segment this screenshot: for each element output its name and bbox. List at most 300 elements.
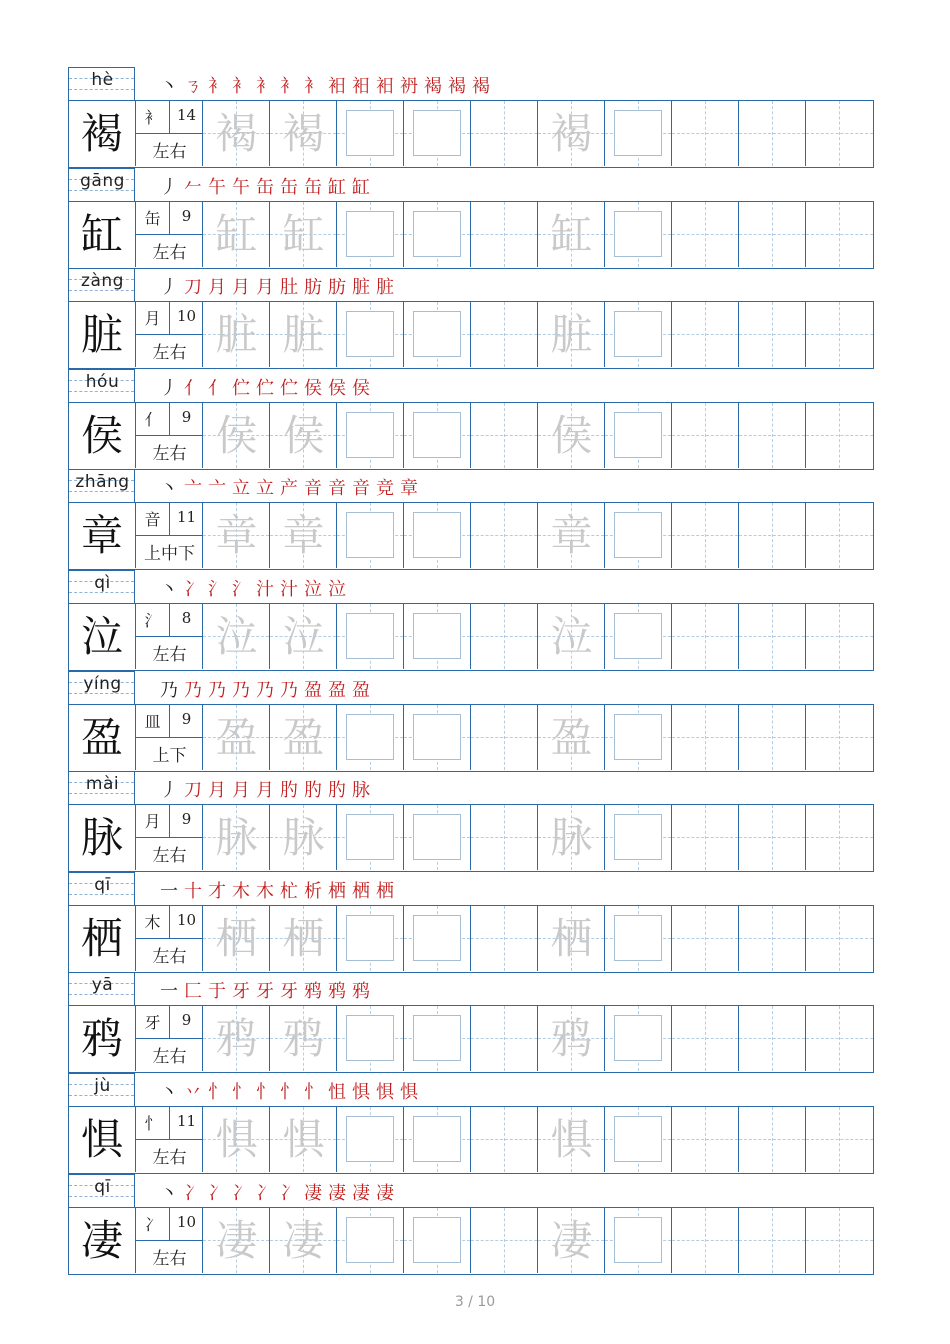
practice-cell[interactable] <box>471 302 538 367</box>
practice-cell[interactable] <box>538 1006 605 1071</box>
practice-cell[interactable] <box>404 604 471 669</box>
practice-cell[interactable] <box>203 805 270 870</box>
radical: 衤 <box>144 108 161 127</box>
grid-guide <box>705 202 706 267</box>
structure: 左右 <box>152 242 187 263</box>
grid-guide <box>504 1107 505 1172</box>
practice-cell[interactable] <box>471 705 538 770</box>
practice-cell[interactable] <box>270 1208 337 1273</box>
trace-character: 泣 <box>550 612 593 661</box>
pinyin: yíng <box>83 673 122 694</box>
stroke-count: 9 <box>181 206 192 225</box>
stroke-step: 鸦 <box>352 981 370 1003</box>
practice-cell[interactable] <box>672 302 739 367</box>
practice-cell[interactable] <box>337 1006 404 1071</box>
practice-cell[interactable] <box>471 1208 538 1273</box>
practice-cell[interactable] <box>806 705 873 770</box>
stroke-step: 肑 <box>304 780 322 802</box>
stroke-step: 伫 <box>280 377 298 399</box>
stroke-order <box>160 72 490 98</box>
main-character: 脉 <box>69 805 136 870</box>
main-character: 缸 <box>69 202 136 267</box>
practice-cell[interactable] <box>471 403 538 468</box>
practice-row <box>68 268 874 369</box>
stroke-step: 产 <box>280 478 298 500</box>
grid-guide <box>772 101 773 166</box>
practice-cell[interactable] <box>471 101 538 166</box>
grid-guide <box>504 1006 505 1071</box>
stroke-step: 肪 <box>304 277 322 299</box>
practice-cell[interactable] <box>538 705 605 770</box>
stroke-step: 脏 <box>376 277 394 299</box>
practice-cell[interactable] <box>404 705 471 770</box>
stroke-step: 冫 <box>208 1182 226 1204</box>
practice-cell[interactable] <box>806 805 873 870</box>
inner-square <box>413 613 461 659</box>
practice-cell[interactable] <box>806 604 873 669</box>
practice-cell[interactable] <box>337 1107 404 1172</box>
writing-grid <box>68 402 874 470</box>
practice-cell[interactable] <box>270 805 337 870</box>
practice-cell[interactable] <box>270 302 337 367</box>
practice-cell[interactable] <box>806 503 873 568</box>
stroke-step: 褐 <box>424 76 442 97</box>
stroke-step: 十 <box>184 880 202 902</box>
inner-square <box>346 512 394 558</box>
stroke-step: 冫 <box>184 1182 202 1204</box>
stroke-step: 丿 <box>160 176 178 198</box>
grid-guide <box>772 202 773 267</box>
inner-square <box>413 714 461 760</box>
stroke-step: 月 <box>232 780 250 802</box>
stroke-step: 凄 <box>328 1182 346 1204</box>
info-divider <box>136 938 202 939</box>
practice-cell[interactable] <box>538 805 605 870</box>
practice-cell[interactable] <box>270 202 337 267</box>
stroke-step: 月 <box>208 780 226 802</box>
stroke-step: 丶 <box>160 579 178 600</box>
practice-cell[interactable] <box>538 302 605 367</box>
radical: 亻 <box>144 409 161 429</box>
practice-cell[interactable] <box>739 403 806 468</box>
pinyin: jù <box>94 1076 111 1096</box>
inner-square <box>614 613 662 659</box>
pinyin: hè <box>91 70 114 90</box>
stroke-step: 肑 <box>280 780 298 802</box>
info-divider <box>136 234 202 235</box>
trace-character: 章 <box>215 511 258 561</box>
practice-cell[interactable] <box>605 1107 672 1172</box>
writing-grid <box>68 905 874 973</box>
trace-character: 缸 <box>282 209 325 259</box>
radical: 音 <box>144 510 161 530</box>
stroke-step: 缶 <box>256 176 274 198</box>
stroke-step: 才 <box>208 880 226 902</box>
stroke-step: 午 <box>232 176 250 198</box>
practice-cell[interactable] <box>471 805 538 870</box>
stroke-order <box>160 977 370 1003</box>
grid-guide <box>705 302 706 367</box>
stroke-step: 乃 <box>184 679 202 701</box>
grid-guide <box>504 604 505 669</box>
practice-cell[interactable] <box>270 503 337 568</box>
practice-cell[interactable] <box>404 302 471 367</box>
practice-cell[interactable] <box>739 202 806 267</box>
stroke-step: 伫 <box>256 377 274 399</box>
stroke-step: 怚 <box>328 1082 346 1103</box>
trace-character: 褐 <box>282 109 325 158</box>
grid-guide <box>705 604 706 669</box>
trace-character: 泣 <box>215 612 258 661</box>
practice-cell[interactable] <box>672 1006 739 1071</box>
practice-cell[interactable] <box>538 604 605 669</box>
practice-cell[interactable] <box>404 1107 471 1172</box>
practice-cell[interactable] <box>538 202 605 267</box>
practice-cell[interactable] <box>806 302 873 367</box>
practice-cell[interactable] <box>672 403 739 468</box>
practice-cell[interactable] <box>605 705 672 770</box>
trace-character: 栖 <box>550 913 593 963</box>
grid-guide <box>705 101 706 166</box>
practice-cell[interactable] <box>739 1107 806 1172</box>
radical: 缶 <box>144 208 161 228</box>
main-character: 侯 <box>69 403 136 468</box>
practice-cell[interactable] <box>806 101 873 166</box>
grid-guide <box>772 705 773 770</box>
practice-cell[interactable] <box>672 1208 739 1273</box>
grid-guide <box>504 101 505 166</box>
inner-square <box>346 1116 394 1162</box>
practice-cell[interactable] <box>605 403 672 468</box>
practice-cell[interactable] <box>404 1006 471 1071</box>
stroke-count: 9 <box>181 407 192 426</box>
stroke-step: 栖 <box>352 880 370 902</box>
practice-cell[interactable] <box>739 503 806 568</box>
inner-square <box>413 211 461 257</box>
stroke-step: 盈 <box>304 679 322 701</box>
practice-cell[interactable] <box>404 403 471 468</box>
practice-cell[interactable] <box>538 1107 605 1172</box>
practice-cell[interactable] <box>404 503 471 568</box>
practice-cell[interactable] <box>605 805 672 870</box>
main-character: 凄 <box>69 1208 136 1273</box>
practice-cell[interactable] <box>203 705 270 770</box>
practice-cell[interactable] <box>739 101 806 166</box>
practice-cell[interactable] <box>672 604 739 669</box>
grid-guide <box>839 202 840 267</box>
inner-square <box>614 1217 662 1263</box>
stroke-step: 衤 <box>208 76 226 97</box>
practice-cell[interactable] <box>739 705 806 770</box>
radical: 木 <box>144 912 161 932</box>
practice-cell[interactable] <box>203 302 270 367</box>
stroke-step: 缶 <box>304 176 322 198</box>
practice-cell[interactable] <box>270 101 337 166</box>
info-divider <box>136 1038 202 1039</box>
inner-square <box>614 1015 662 1061</box>
character-info <box>136 403 203 468</box>
stroke-step: 丿 <box>160 277 178 299</box>
practice-cell[interactable] <box>538 101 605 166</box>
trace-character: 脏 <box>550 310 593 360</box>
practice-cell[interactable] <box>739 1006 806 1071</box>
stroke-step: 鸦 <box>304 981 322 1003</box>
practice-cell[interactable] <box>203 604 270 669</box>
writing-grid <box>68 100 874 168</box>
writing-grid <box>68 502 874 570</box>
pinyin-box <box>68 570 135 603</box>
practice-cell[interactable] <box>203 906 270 971</box>
grid-guide <box>772 1208 773 1273</box>
stroke-step: 凄 <box>376 1182 394 1204</box>
main-character: 惧 <box>69 1107 136 1172</box>
practice-cell[interactable] <box>605 1208 672 1273</box>
trace-character: 章 <box>282 511 325 561</box>
pinyin: gāng <box>80 170 125 191</box>
pinyin: yā <box>91 975 114 996</box>
stroke-step: 氵 <box>232 579 250 600</box>
stroke-step: 匚 <box>184 981 202 1003</box>
grid-guide <box>839 302 840 367</box>
practice-cell[interactable] <box>739 302 806 367</box>
grid-guide <box>705 403 706 468</box>
stroke-step: 泣 <box>304 579 322 600</box>
grid-guide <box>839 1208 840 1273</box>
trace-character: 脏 <box>215 310 258 360</box>
practice-cell[interactable] <box>471 503 538 568</box>
grid-guide <box>772 1006 773 1071</box>
radical: 冫 <box>144 1214 161 1234</box>
trace-character: 盈 <box>215 712 258 762</box>
practice-cell[interactable] <box>270 705 337 770</box>
pinyin-box <box>68 771 135 804</box>
practice-cell[interactable] <box>538 906 605 971</box>
stroke-step: 肚 <box>280 277 298 299</box>
practice-cell[interactable] <box>605 202 672 267</box>
practice-cell[interactable] <box>203 403 270 468</box>
practice-cell[interactable] <box>672 101 739 166</box>
practice-cell[interactable] <box>672 202 739 267</box>
practice-cell[interactable] <box>672 1107 739 1172</box>
practice-cell[interactable] <box>605 906 672 971</box>
practice-cell[interactable] <box>471 906 538 971</box>
writing-grid <box>68 1106 874 1174</box>
structure: 左右 <box>152 443 187 464</box>
writing-grid <box>68 201 874 269</box>
practice-cell[interactable] <box>337 503 404 568</box>
main-character: 脏 <box>69 302 136 367</box>
practice-cell[interactable] <box>270 403 337 468</box>
practice-cell[interactable] <box>538 503 605 568</box>
structure: 左右 <box>152 142 187 162</box>
practice-cell[interactable] <box>806 403 873 468</box>
practice-cell[interactable] <box>806 202 873 267</box>
practice-cell[interactable] <box>337 403 404 468</box>
stroke-step: 冫 <box>232 1182 250 1204</box>
stroke-step: 亠 <box>184 478 202 500</box>
practice-cell[interactable] <box>672 805 739 870</box>
practice-cell[interactable] <box>538 403 605 468</box>
radical: 月 <box>144 812 161 832</box>
grid-guide <box>839 503 840 568</box>
practice-cell[interactable] <box>203 503 270 568</box>
practice-cell[interactable] <box>337 202 404 267</box>
practice-cell[interactable] <box>337 302 404 367</box>
practice-cell[interactable] <box>203 202 270 267</box>
pinyin-box <box>68 671 135 704</box>
practice-cell[interactable] <box>672 705 739 770</box>
practice-row <box>68 872 874 973</box>
stroke-step: 丶 <box>160 1182 178 1204</box>
writing-grid <box>68 804 874 872</box>
page-number: 3 / 10 <box>454 1294 496 1310</box>
stroke-count: 9 <box>181 1011 192 1030</box>
stroke-step: 月 <box>256 277 274 299</box>
stroke-step: 泣 <box>328 579 346 600</box>
pinyin: qì <box>94 573 111 593</box>
info-divider <box>136 737 202 738</box>
practice-cell[interactable] <box>404 805 471 870</box>
writing-grid <box>68 704 874 772</box>
trace-character: 缸 <box>550 209 593 259</box>
practice-cell[interactable] <box>337 101 404 166</box>
stroke-step: 亠 <box>208 478 226 500</box>
stroke-step: 衵 <box>352 76 370 97</box>
practice-cell[interactable] <box>337 604 404 669</box>
practice-cell[interactable] <box>270 604 337 669</box>
stroke-step: 缸 <box>328 176 346 198</box>
practice-cell[interactable] <box>605 604 672 669</box>
grid-guide <box>504 805 505 870</box>
practice-cell[interactable] <box>538 1208 605 1273</box>
grid-guide <box>705 705 706 770</box>
practice-cell[interactable] <box>739 805 806 870</box>
pinyin-box <box>68 872 135 905</box>
inner-square <box>346 311 394 357</box>
practice-cell[interactable] <box>404 1208 471 1273</box>
stroke-order <box>160 1078 418 1104</box>
practice-cell[interactable] <box>672 503 739 568</box>
practice-cell[interactable] <box>404 906 471 971</box>
structure: 左右 <box>152 1148 187 1168</box>
practice-cell[interactable] <box>404 202 471 267</box>
inner-square <box>614 512 662 558</box>
trace-character: 凄 <box>282 1215 325 1265</box>
trace-character: 惧 <box>550 1115 593 1164</box>
practice-cell[interactable] <box>739 906 806 971</box>
practice-row <box>68 570 874 671</box>
stroke-count: 8 <box>181 609 192 627</box>
practice-cell[interactable] <box>605 302 672 367</box>
practice-cell[interactable] <box>806 906 873 971</box>
trace-character: 惧 <box>282 1115 325 1164</box>
grid-guide <box>839 1006 840 1071</box>
practice-cell[interactable] <box>270 1107 337 1172</box>
inner-square <box>346 1217 394 1263</box>
stroke-step: 盈 <box>328 679 346 701</box>
inner-square <box>346 110 394 156</box>
stroke-step: 忄 <box>256 1082 274 1103</box>
practice-cell[interactable] <box>337 805 404 870</box>
practice-cell[interactable] <box>605 1006 672 1071</box>
info-divider <box>136 1139 202 1140</box>
trace-character: 侯 <box>215 410 258 460</box>
practice-cell[interactable] <box>270 906 337 971</box>
stroke-step: 伫 <box>232 377 250 399</box>
main-character: 章 <box>69 503 136 568</box>
practice-cell[interactable] <box>203 1208 270 1273</box>
practice-cell[interactable] <box>605 101 672 166</box>
practice-cell[interactable] <box>203 101 270 166</box>
info-divider <box>136 1240 202 1241</box>
grid-guide <box>772 403 773 468</box>
inner-square <box>614 1116 662 1162</box>
practice-cell[interactable] <box>203 1006 270 1071</box>
practice-cell[interactable] <box>739 604 806 669</box>
stroke-step: 丶 <box>160 76 178 97</box>
stroke-count: 11 <box>176 508 197 527</box>
character-info <box>136 906 203 971</box>
grid-guide <box>504 906 505 971</box>
stroke-step: 忄 <box>280 1082 298 1103</box>
practice-cell[interactable] <box>739 1208 806 1273</box>
inner-square <box>413 1116 461 1162</box>
pinyin-box <box>68 369 135 402</box>
pinyin-box <box>68 168 135 201</box>
practice-cell[interactable] <box>203 1107 270 1172</box>
practice-cell[interactable] <box>471 1107 538 1172</box>
practice-cell[interactable] <box>270 1006 337 1071</box>
inner-square <box>614 915 662 961</box>
practice-cell[interactable] <box>806 1208 873 1273</box>
practice-cell[interactable] <box>471 202 538 267</box>
stroke-step: 刀 <box>184 780 202 802</box>
practice-cell[interactable] <box>337 906 404 971</box>
stroke-step: 午 <box>208 176 226 198</box>
main-character: 褐 <box>69 101 136 166</box>
grid-guide <box>772 503 773 568</box>
stroke-count: 9 <box>181 709 192 728</box>
practice-cell[interactable] <box>404 101 471 166</box>
stroke-step: 衤 <box>232 76 250 97</box>
practice-cell[interactable] <box>337 1208 404 1273</box>
stroke-step: 忄 <box>232 1082 250 1103</box>
character-info <box>136 503 203 568</box>
practice-cell[interactable] <box>471 604 538 669</box>
stroke-step: 月 <box>208 277 226 299</box>
practice-cell[interactable] <box>806 1107 873 1172</box>
stroke-order <box>160 676 370 702</box>
stroke-step: 亻 <box>184 377 202 399</box>
practice-cell[interactable] <box>605 503 672 568</box>
practice-cell[interactable] <box>337 705 404 770</box>
stroke-step: 袇 <box>400 76 418 97</box>
trace-character: 鸦 <box>550 1014 593 1064</box>
character-info <box>136 202 203 267</box>
stroke-order <box>160 173 370 199</box>
stroke-step: 牙 <box>256 981 274 1003</box>
stroke-order <box>160 575 346 601</box>
inner-square <box>614 211 662 257</box>
practice-cell[interactable] <box>672 906 739 971</box>
stroke-order <box>160 877 394 903</box>
grid-guide <box>839 403 840 468</box>
radical: 氵 <box>144 611 161 630</box>
practice-cell[interactable] <box>806 1006 873 1071</box>
stroke-step: 乃 <box>208 679 226 701</box>
inner-square <box>614 311 662 357</box>
practice-cell[interactable] <box>471 1006 538 1071</box>
